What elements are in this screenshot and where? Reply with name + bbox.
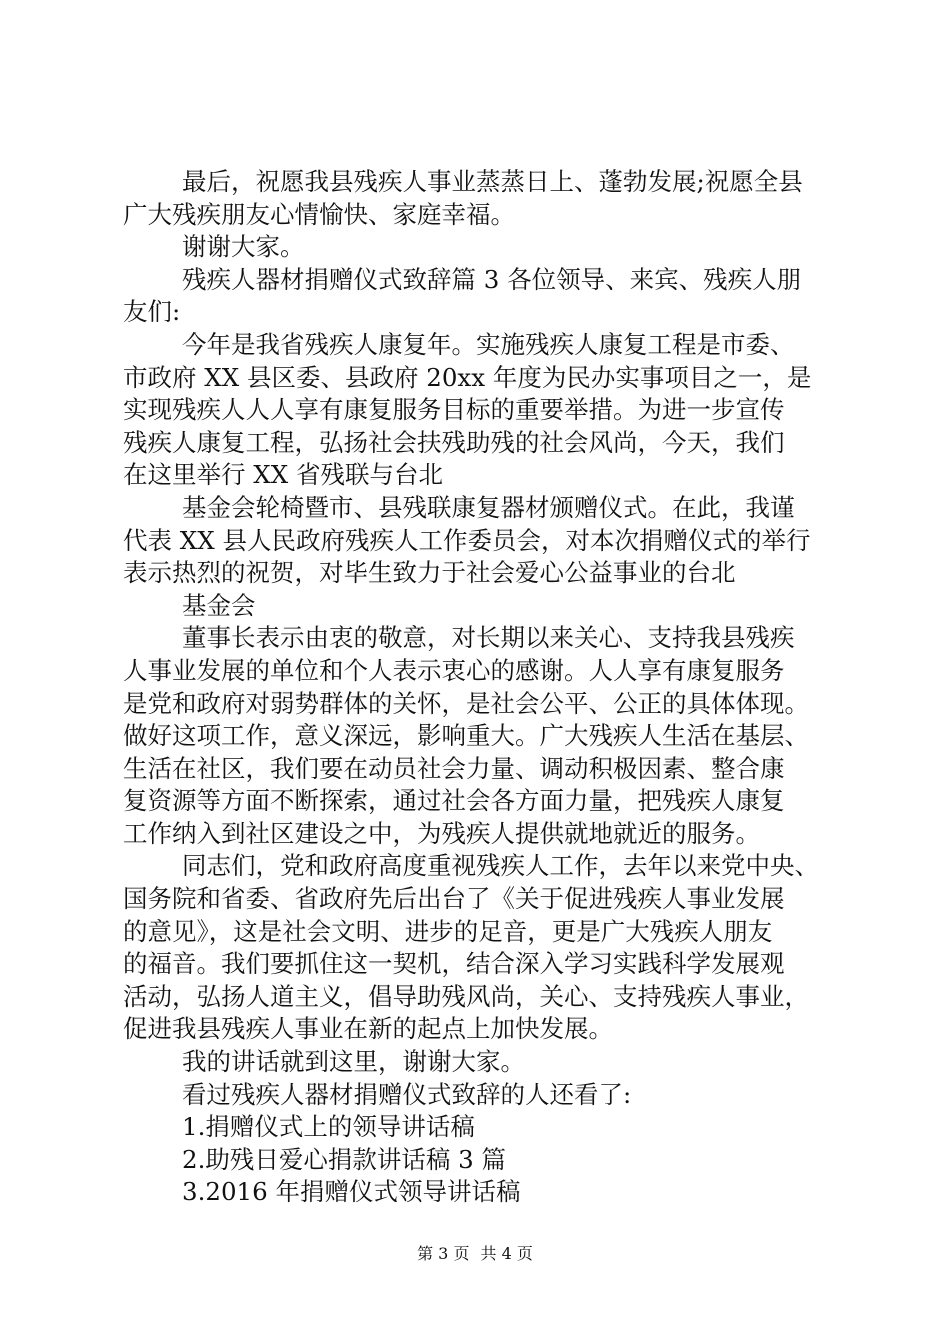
text-line: 人事业发展的单位和个人表示衷心的感谢。人人享有康复服务 bbox=[123, 655, 785, 685]
page-footer bbox=[0, 1244, 950, 1264]
text-line: 复资源等方面不断探索，通过社会各方面力量，把残疾人康复 bbox=[123, 786, 785, 816]
document-body bbox=[123, 166, 848, 1209]
text-line: 1.捐赠仪式上的领导讲话稿 bbox=[182, 1112, 475, 1142]
text-line: 我的讲话就到这里，谢谢大家。 bbox=[182, 1047, 525, 1077]
text-line: 促进我县残疾人事业在新的起点上加快发展。 bbox=[123, 1014, 613, 1044]
text-line: 残疾人器材捐赠仪式致辞篇 3 各位领导、来宾、残疾人朋 bbox=[182, 264, 802, 294]
text-line: 2.助残日爱心捐款讲话稿 3 篇 bbox=[182, 1144, 507, 1174]
text-line: 做好这项工作，意义深远，影响重大。广大残疾人生活在基层、 bbox=[123, 721, 809, 751]
text-line: 的福音。我们要抓住这一契机，结合深入学习实践科学发展观 bbox=[123, 949, 785, 979]
text-line: 友们: bbox=[123, 297, 181, 327]
text-line: 活动，弘扬人道主义，倡导助残风尚，关心、支持残疾人事业， bbox=[123, 981, 809, 1011]
text-line: 代表 XX 县人民政府残疾人工作委员会，对本次捐赠仪式的举行 bbox=[123, 525, 811, 555]
page-total: 共 4 页 bbox=[480, 1244, 533, 1263]
text-line: 残疾人康复工程，弘扬社会扶残助残的社会风尚，今天，我们 bbox=[123, 427, 785, 457]
text-line: 基金会轮椅暨市、县残联康复器材颁赠仪式。在此，我谨 bbox=[182, 492, 795, 522]
text-line: 同志们，党和政府高度重视残疾人工作，去年以来党中央、 bbox=[182, 851, 819, 881]
text-line: 表示热烈的祝贺，对毕生致力于社会爱心公益事业的台北 bbox=[123, 558, 736, 588]
text-line: 今年是我省残疾人康复年。实施残疾人康复工程是市委、 bbox=[182, 329, 795, 359]
text-line: 在这里举行 XX 省残联与台北 bbox=[123, 460, 443, 490]
text-line: 市政府 XX 县区委、县政府 20xx 年度为民办实事项目之一，是 bbox=[123, 362, 812, 392]
text-line: 国务院和省委、省政府先后出台了《关于促进残疾人事业发展 bbox=[123, 884, 785, 914]
text-line: 广大残疾朋友心情愉快、家庭幸福。 bbox=[123, 199, 515, 229]
text-line: 董事长表示由衷的敬意，对长期以来关心、支持我县残疾 bbox=[182, 623, 795, 653]
text-line: 是党和政府对弱势群体的关怀，是社会公平、公正的具体体现。 bbox=[123, 688, 809, 718]
text-line: 看过残疾人器材捐赠仪式致辞的人还看了: bbox=[182, 1079, 632, 1109]
text-line: 最后，祝愿我县残疾人事业蒸蒸日上、蓬勃发展;祝愿全县 bbox=[182, 167, 803, 196]
text-line: 实现残疾人人人享有康复服务目标的重要举措。为进一步宣传 bbox=[123, 395, 785, 425]
text-line: 3.2016 年捐赠仪式领导讲话稿 bbox=[182, 1177, 521, 1207]
text-line: 生活在社区，我们要在动员社会力量、调动积极因素、整合康 bbox=[123, 753, 785, 783]
text-line: 的意见》，这是社会文明、进步的足音，更是广大残疾人朋友 bbox=[123, 916, 773, 946]
text-line: 谢谢大家。 bbox=[182, 232, 305, 262]
page-number: 第 3 页 bbox=[417, 1244, 470, 1263]
text-line: 基金会 bbox=[182, 590, 256, 620]
text-line: 工作纳入到社区建设之中，为残疾人提供就地就近的服务。 bbox=[123, 818, 760, 848]
